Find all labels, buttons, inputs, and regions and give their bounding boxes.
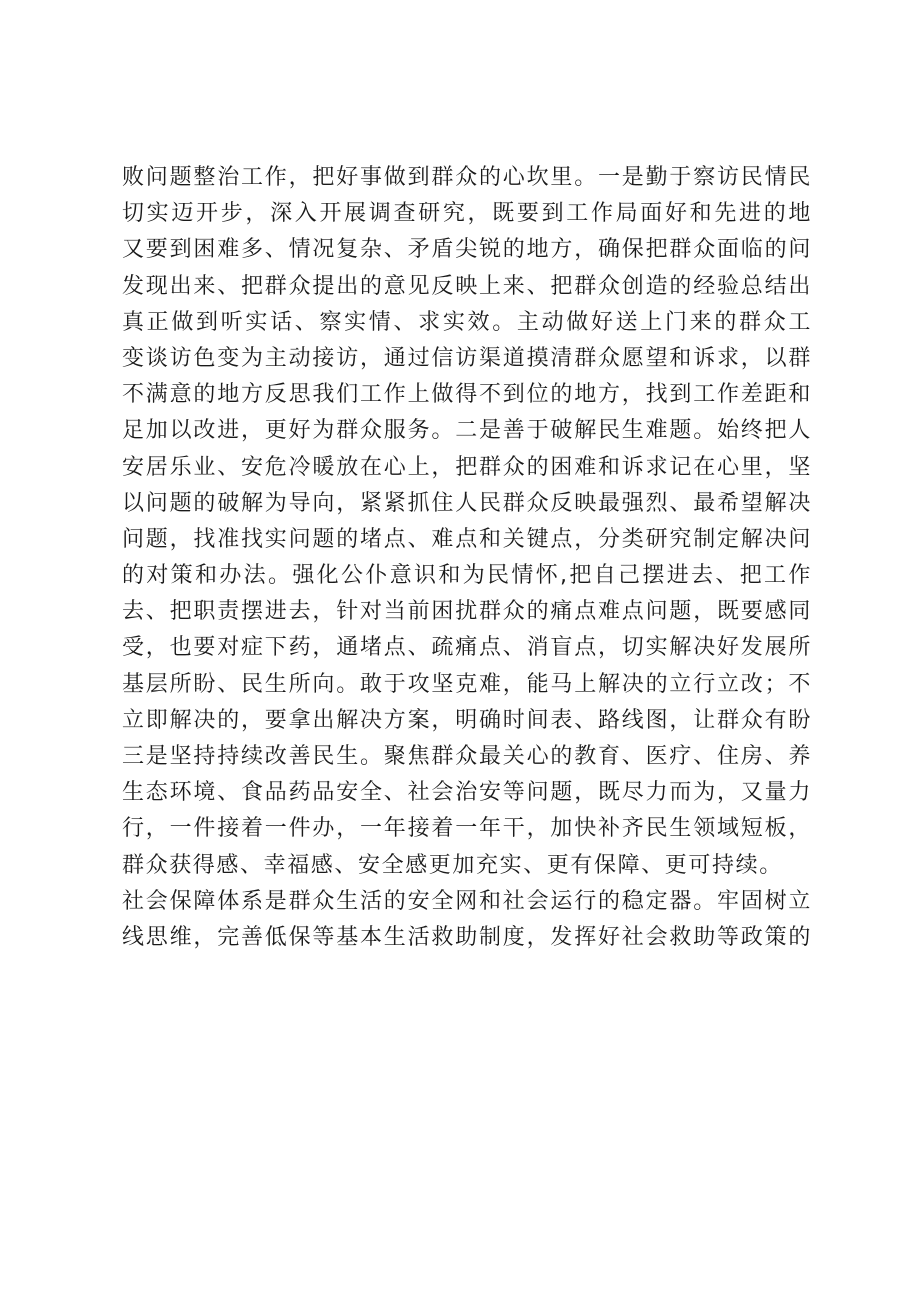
- text-line: 受，也要对症下药，通堵点、疏痛点、消盲点，切实解决好发展所: [122, 635, 812, 661]
- text-line: 以问题的破解为导向，紧紧抓住人民群众反映最强烈、最希望解决: [122, 490, 812, 516]
- text-line: 生态环境、食品药品安全、社会治安等问题，既尽力而为，又量力: [122, 780, 812, 806]
- text-line: 败问题整治工作，把好事做到群众的心坎里。一是勤于察访民情民: [122, 165, 812, 190]
- paragraph-last-line: 群众获得感、幸福感、安全感更加充实、更有保障、更可持续。: [122, 852, 783, 878]
- text-line: 足加以改进，更好为群众服务。二是善于破解民生难题。始终把人: [122, 418, 812, 444]
- text-line: 三是坚持持续改善民生。聚焦群众最关心的教育、医疗、住房、养: [122, 744, 812, 769]
- text-line: 安居乐业、安危冷暖放在心上，把群众的困难和诉求记在心里，坚: [122, 454, 812, 480]
- text-line: 行，一件接着一件办，一年接着一年干，加快补齐民生领域短板，: [122, 816, 812, 842]
- text-line: 立即解决的，要拿出解决方案，明确时间表、路线图，让群众有盼: [122, 707, 812, 733]
- text-line: 又要到困难多、情况复杂、矛盾尖锐的地方，确保把群众面临的问: [122, 237, 812, 263]
- text-line: 基层所盼、民生所向。敢于攻坚克难，能马上解决的立行立改；不: [122, 671, 812, 697]
- text-line: 去、把职责摆进去，针对当前困扰群众的痛点难点问题，既要感同: [122, 599, 812, 625]
- text-line: 发现出来、把群众提出的意见反映上来、把群众创造的经验总结出: [122, 273, 812, 299]
- body-text: [122, 160, 812, 956]
- text-line: 变谈访色变为主动接访，通过信访渠道摸清群众愿望和诉求，以群: [122, 345, 812, 371]
- text-line: 不满意的地方反思我们工作上做得不到位的地方，找到工作差距和: [122, 382, 812, 408]
- text-line: 的对策和办法。强化公仆意识和为民情怀,把自己摆进去、把工作: [122, 563, 812, 589]
- text-line: 真正做到听实话、察实情、求实效。主动做好送上门来的群众工: [122, 309, 812, 335]
- text-line: 社会保障体系是群众生活的安全网和社会运行的稳定器。牢固树立: [122, 888, 812, 914]
- text-line: 线思维，完善低保等基本生活救助制度，发挥好社会救助等政策的: [122, 924, 812, 950]
- text-line: 切实迈开步，深入开展调查研究，既要到工作局面好和先进的地: [122, 201, 812, 227]
- text-line: 问题，找准找实问题的堵点、难点和关键点，分类研究制定解决问: [122, 526, 812, 552]
